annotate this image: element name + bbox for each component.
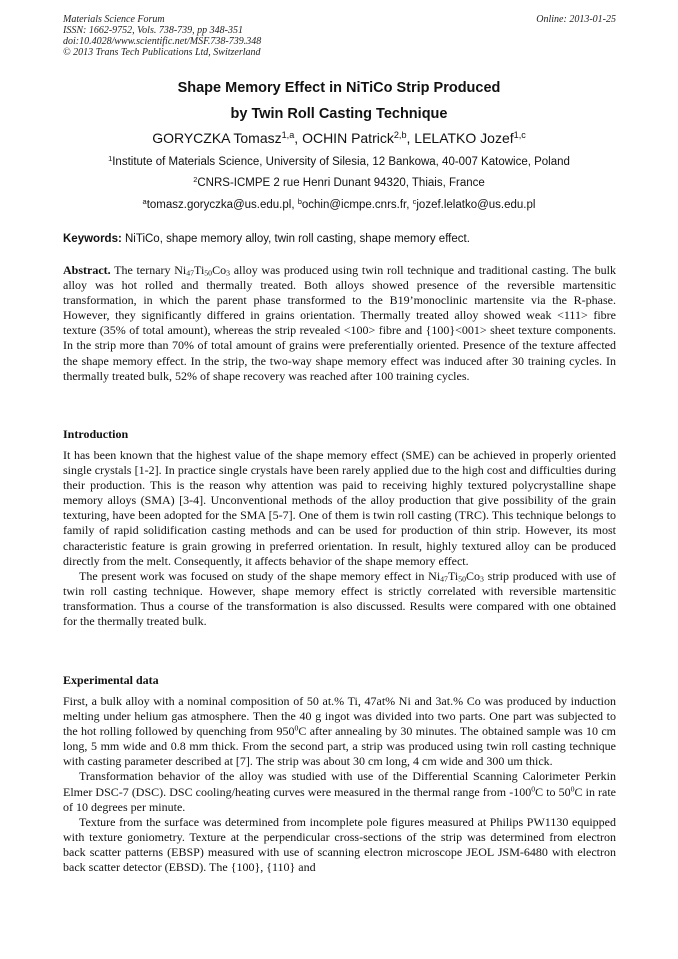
element: Ni [174,263,187,277]
author-emails [0,196,678,211]
element: Co [466,568,481,583]
author-name: LELATKO Jozef [414,130,514,146]
subscript: 50 [458,574,466,584]
paragraph-text: C in rate of 10 degrees per minute. [63,784,617,814]
paragraph [63,769,616,814]
element: Ti [447,568,459,583]
doi: doi:10.4028/www.scientific.net/MSF.738-739.348 [63,36,262,47]
affiliation-1 [0,153,678,168]
keywords-label: Keywords: [63,233,122,245]
alloy-formula [428,569,484,583]
paragraph-text: Transformation behavior of the alloy was studied with use of the Differential Scanning Calorimeter Perkin Elmer DSC-7 (DSC). DSC cooling/heating curves were measured in the thermal range from -100 [63,769,616,799]
subscript: 3 [226,268,230,278]
affiliation-mark: 1 [108,153,113,163]
abstract-label: Abstract. [63,263,111,277]
keywords-text: NiTiCo, shape memory alloy, twin roll casting, shape memory effect. [121,233,470,245]
experimental-body [63,694,616,875]
author-affiliation-mark: 1,a [281,130,295,140]
paragraph: Texture from the surface was determined from incomplete pole figures measured at Philips PW1130 equipped with texture goniometry. Texture at the perpendicular cross-sections of the strip was determined from electron back scatter patterns (EBSP) measured with use of scanning electron microscope JEOL JSM-6480 with electron back scatter detector (EBSD). The {100}, {110} and [63,814,616,875]
paragraph-text: strip produced with use of twin roll casting technique. However, shape memory effect is strictly correlated with reversible martensitic transformation. Thus a course of the transformation is also discussed. Results were compared with one obtained for the thermally treated bulk. [63,568,616,629]
section-heading-experimental: Experimental data [63,673,159,687]
paragraph-text: C after annealing by 30 minutes. The obtained sample was 10 cm long, 5 mm wide and 0.8 mm thick. From the second part, a strip was produced using twin roll casting technique with casting parameter described at [7]. The strip was about 30 cm long, 4 cm wide and 300 um thick. [63,724,616,769]
degree-mark: 0 [570,784,575,794]
subscript: 50 [204,268,213,278]
abstract-text: The ternary [110,263,175,277]
author-name: OCHIN Patrick [302,130,394,146]
email-link[interactable]: jozef.lelatko@us.edu.pl [416,199,536,211]
subscript: 47 [186,268,195,278]
author-separator: , [406,130,415,146]
affiliation-mark: 2 [193,174,198,184]
introduction-body [63,448,616,629]
affiliation-text: Institute of Materials Science, University of Silesia, 12 Bankowa, 40-007 Katowice, Poland [112,156,570,168]
alloy-formula [174,263,230,277]
affiliation-text: CNRS-ICMPE 2 rue Henri Dunant 94320, Thiais, France [197,177,485,189]
degree-mark: 0 [294,723,299,733]
paragraph: It has been known that the highest value of the shape memory effect (SME) can be achieved in properly oriented single crystals [1-2]. In practice single crystals have been rarely applied due to the high cost and difficulties during their production. This is the reason why attention was paid to receiving highly textured polycrystalline shape memory alloys (SMA) [3-4]. Unconventional methods of the alloy production that give possibility of the grain texturing, have been adopted for the SMA [5-7]. One of them is twin roll casting (TRC). This technique belongs to family of rapid solidification casting methods and can be used for production of thin strip. However, its most characteristic feature is grain growing in preferred orientation. In result, highly textured alloy can be produced directly from the melt. Consequently, it affects behavior of the shape memory effect. [63,448,616,568]
element: Ti [194,263,205,277]
paper-title-line2: by Twin Roll Casting Technique [230,106,448,122]
author-affiliation-mark: 1,c [513,130,526,140]
online-date: Online: 2013-01-25 [536,14,616,25]
copyright: © 2013 Trans Tech Publications Ltd, Switzerland [63,47,261,58]
abstract [63,263,616,384]
author-affiliation-mark: 2,b [393,130,407,140]
element: Ni [428,568,441,583]
email-mark: a [142,196,147,206]
paragraph [63,569,616,629]
paragraph [63,694,616,769]
keywords [63,233,616,245]
element: Co [212,263,227,277]
degree-mark: 0 [531,784,536,794]
paragraph-text: The present work was focused on study of the shape memory effect in [79,568,429,583]
email-mark: c [412,196,417,206]
subscript: 47 [440,574,448,584]
author-name: GORYCZKA Tomasz [152,130,282,146]
author-separator: , [294,130,303,146]
email-mark: b [297,196,302,206]
issn: ISSN: 1662-9752, Vols. 738-739, pp 348-351 [63,25,243,36]
paragraph-text: First, a bulk alloy with a nominal composition of 50 at.% Ti, 47at% Ni and 3at.% Co was produced by induction melting under helium gas atmosphere. Then the 40 g ingot was divided into two parts. One part was subjected to the hot rolling followed by quenching from 950 [63,694,616,739]
author-list [0,130,678,146]
section-heading-introduction: Introduction [63,427,129,441]
affiliation-2 [0,174,678,189]
paragraph-text: C to 50 [535,784,571,799]
journal-header [63,14,616,58]
journal-name: Materials Science Forum [63,14,165,25]
paper-title-line1: Shape Memory Effect in NiTiCo Strip Produced [177,80,501,96]
subscript: 3 [480,574,484,584]
email-link[interactable]: ochin@icmpe.cnrs.fr, [301,199,413,211]
abstract-text: alloy was produced using twin roll technique and traditional casting. The bulk alloy was hot rolled and thermally treated. Both alloys showed presence of the reversible martensitic transformation, in which the parent phase transformed to the B19’monoclinic martensite via the R-phase. However, they significantly differed in grains orientation. Thermally treated alloy showed weak <111> fibre texture (35% of total amount), whereas the strip revealed <100> fibre and {100}<001> sheet texture components. In the strip more than 70% of total amount of grains were preferentially oriented. Presence of the texture affected the shape memory effect. In the strip, the two-way shape memory effect was induced after 30 training cycles. In thermally treated bulk, 52% of shape recovery was reached after 100 training cycles. [63,263,616,383]
email-link[interactable]: tomasz.goryczka@us.edu.pl, [146,199,298,211]
